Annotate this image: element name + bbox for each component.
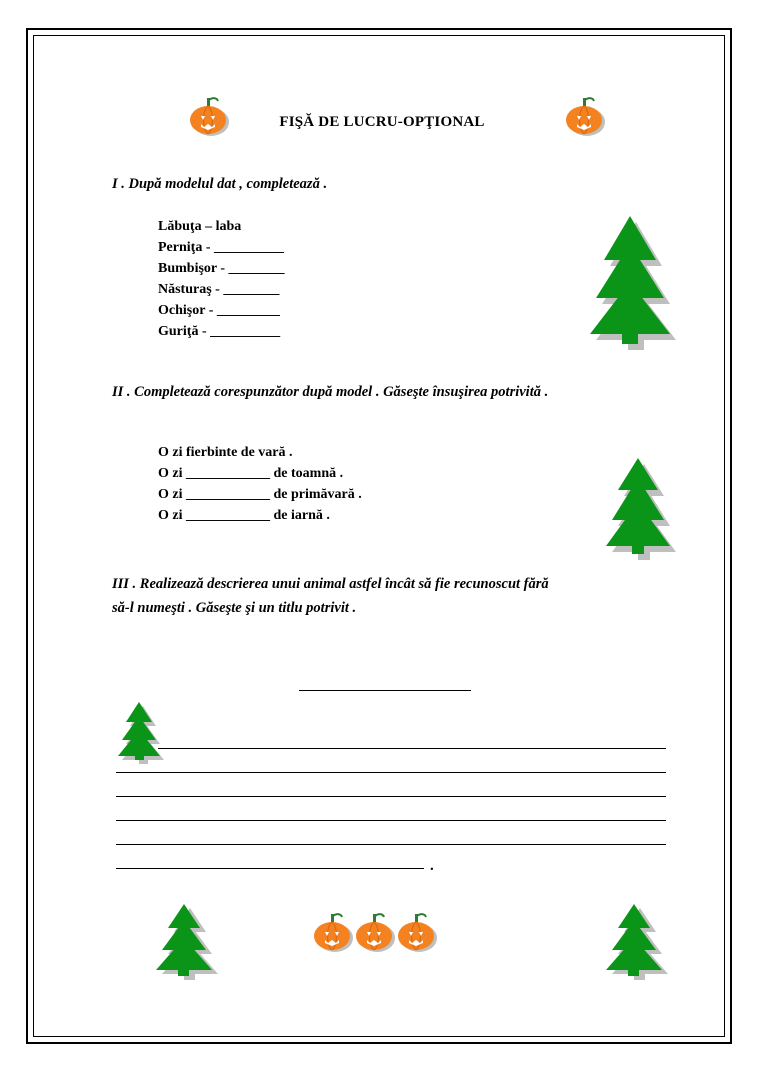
pumpkin-icon (310, 912, 356, 954)
pine-tree-icon (592, 898, 676, 982)
section-heading-iii (112, 572, 672, 620)
writing-line[interactable] (116, 820, 666, 821)
section-heading-iii-line1: III . Realizează descrierea unui animal astfel încât să fie recunoscut fără (112, 576, 549, 592)
list-item: Ochişor - _________ (158, 303, 280, 318)
pine-tree-icon (596, 452, 682, 562)
writing-line[interactable] (116, 772, 666, 773)
writing-line[interactable] (116, 868, 424, 869)
end-punctuation: . (430, 858, 434, 874)
writing-line[interactable] (116, 796, 666, 797)
page-title: FIŞĂ DE LUCRU-OPŢIONAL (279, 114, 485, 130)
writing-line[interactable] (116, 844, 666, 845)
pine-tree-icon (578, 208, 682, 354)
title-answer-line[interactable] (299, 690, 471, 691)
pine-tree-icon (110, 698, 168, 766)
list-item: O zi fierbinte de vară . (158, 445, 293, 460)
list-item: Bumbişor - ________ (158, 261, 285, 276)
pumpkin-icon (394, 912, 440, 954)
list-item: Guriţă - __________ (158, 324, 281, 339)
list-item: Perniţa - __________ (158, 240, 284, 255)
section-heading-i: I . După modelul dat , completează . (112, 176, 328, 192)
list-item: O zi ____________ de primăvară . (158, 487, 362, 502)
section-ii-items (158, 442, 362, 526)
section-heading-iii-line2: să-l numeşti . Găseşte şi un titlu potrivit . (112, 600, 357, 616)
writing-line[interactable] (158, 748, 666, 749)
pine-tree-icon (142, 898, 226, 982)
section-i-items (158, 216, 285, 342)
section-heading-ii: II . Completează corespunzător după model . Găseşte însuşirea potrivită . (112, 384, 549, 400)
list-item: O zi ____________ de iarnă . (158, 508, 330, 523)
list-item: O zi ____________ de toamnă . (158, 466, 344, 481)
list-item: Lăbuţa – laba (158, 219, 242, 234)
pumpkin-icon (352, 912, 398, 954)
list-item: Năsturaş - ________ (158, 282, 280, 297)
